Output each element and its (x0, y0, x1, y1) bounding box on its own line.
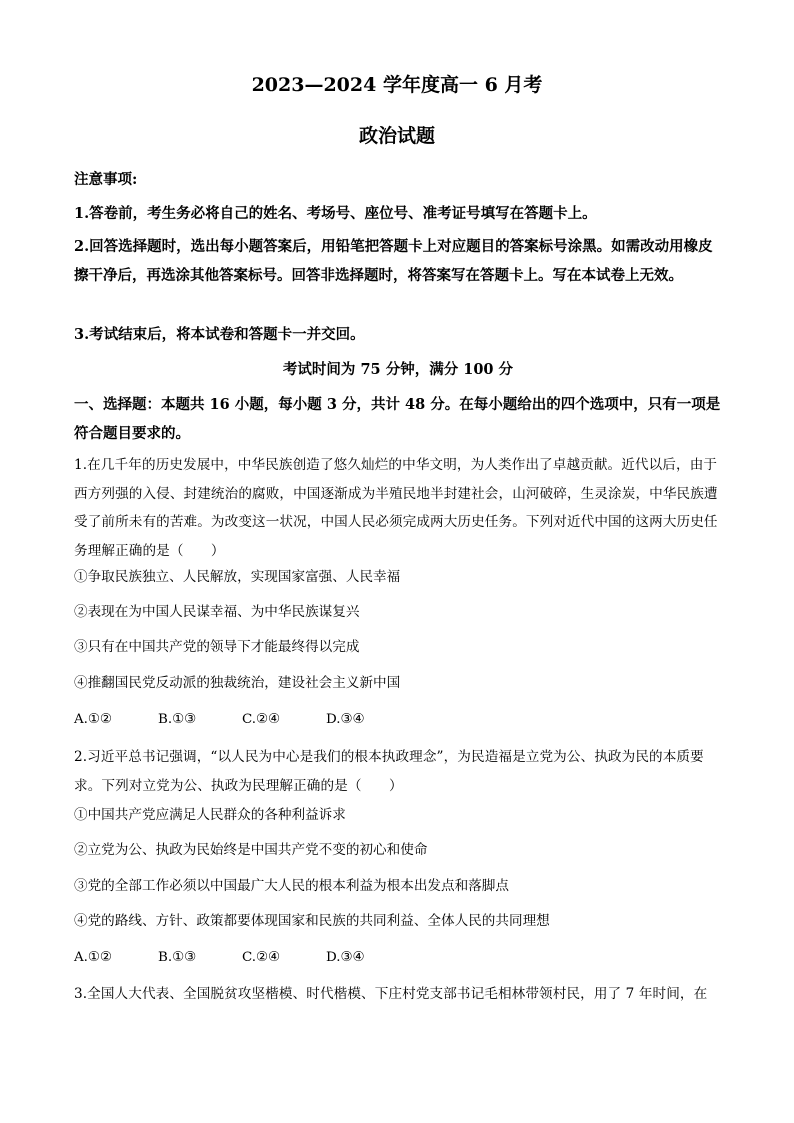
question-2-stem: 2.习近平总书记强调，“以人民为中心是我们的根本执政理念”，为民造福是立党为公、执政为民的本质要求。下列对立党为公、执政为民理解正确的是（ ） (74, 749, 704, 794)
exam-title: 2023—2024 学年度高一 6 月考 (251, 74, 543, 96)
question-1-option-4: ④推翻国民党反动派的独裁统治，建设社会主义新中国 (74, 675, 401, 691)
question-2-option-1: ①中国共产党应满足人民群众的各种利益诉求 (74, 807, 346, 823)
question-1-choice-c: C.②④ (242, 712, 281, 727)
question-2-choice-d: D.③④ (326, 950, 365, 965)
question-2-choices (74, 948, 410, 968)
question-2-option-4: ④党的路线、方针、政策都要体现国家和民族的共同利益、全体人民的共同理想 (74, 913, 550, 929)
question-1-choice-d: D.③④ (326, 712, 365, 727)
exam-subject: 政治试题 (358, 125, 435, 147)
question-2-choice-b: B.①③ (158, 950, 197, 965)
question-2-choice-c: C.②④ (242, 950, 281, 965)
notice-item-2: 2.回答选择题时，选出每小题答案后，用铅笔把答题卡上对应题目的答案标号涂黑。如需改动用橡皮擦干净后，再选涂其他答案标号。回答非选择题时，将答案写在答题卡上。写在本试卷上无效。 (74, 238, 713, 284)
question-2-option-3: ③党的全部工作必须以中国最广大人民的根本利益为根本出发点和落脚点 (74, 878, 509, 894)
section-heading: 一、选择题：本题共 16 小题，每小题 3 分，共计 48 分。在每小题给出的四个选项中，只有一项是符合题目要求的。 (74, 396, 721, 442)
notice-item-3: 3.考试结束后，将本试卷和答题卡一并交回。 (74, 326, 365, 343)
question-1-choice-a: A.①② (74, 712, 112, 727)
question-1-stem: 1.在几千年的历史发展中，中华民族创造了悠久灿烂的中华文明，为人类作出了卓越贡献。近代以后，由于西方列强的入侵、封建统治的腐败，中国逐渐成为半殖民地半封建社会，山河破碎，生灵涂炭，中华民族遭受了前所未有的苦难。为改变这一状况，中国人民必须完成两大历史任务。下列对近代中国的这两大历史任务理解正确的是（ ） (74, 457, 718, 559)
exam-time: 考试时间为 75 分钟，满分 100 分 (282, 361, 514, 378)
question-1-option-2: ②表现在为中国人民谋幸福、为中华民族谋复兴 (74, 604, 360, 620)
question-1-choice-b: B.①③ (158, 712, 197, 727)
question-3-stem: 3.全国人大代表、全国脱贫攻坚楷模、时代楷模、下庄村党支部书记毛相林带领村民，用了 7 年时间，在 (74, 986, 708, 1002)
notice-heading: 注意事项: (74, 171, 138, 188)
question-2-option-2: ②立党为公、执政为民始终是中国共产党不变的初心和使命 (74, 842, 428, 858)
question-2-choice-a: A.①② (74, 950, 112, 965)
question-1-option-1: ①争取民族独立、人民解放，实现国家富强、人民幸福 (74, 569, 401, 585)
notice-item-1: 1.答卷前，考生务必将自己的姓名、考场号、座位号、准考证号填写在答题卡上。 (74, 205, 597, 222)
question-1-option-3: ③只有在中国共产党的领导下才能最终得以完成 (74, 639, 360, 655)
question-1-choices (74, 710, 410, 730)
